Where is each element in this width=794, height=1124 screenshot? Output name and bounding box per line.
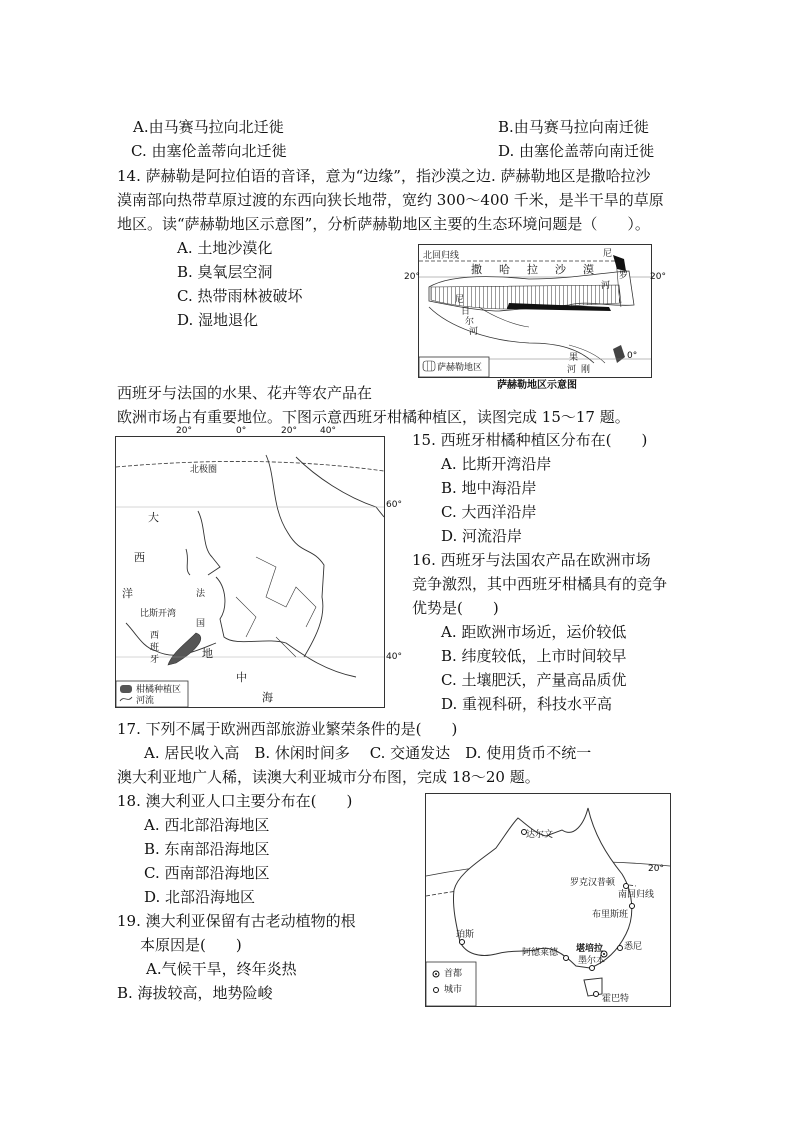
europe-map [115, 436, 385, 708]
q18-stem: 18. 澳大利亚人口主要分布在( ) [117, 792, 353, 810]
desert-char-4: 沙 [555, 263, 566, 276]
sahel-lat20-right: 20° [650, 272, 666, 282]
niger-char-1: 尼 [455, 295, 465, 305]
q18-option-c: C. 西南部沿海地区 [144, 864, 270, 882]
q16-option-c: C. 土壤肥沃，产量高品质优 [441, 671, 627, 689]
melbourne-label: 墨尔本 [578, 956, 606, 966]
hobart-dot [594, 992, 599, 997]
desert-char-3: 拉 [527, 263, 538, 276]
aus-lat20-label: 20° [648, 864, 664, 874]
adelaide-dot [564, 956, 569, 961]
q17-stem: 17. 下列不属于欧洲西部旅游业繁荣条件的是( ) [117, 720, 458, 738]
niger-char-3: 尔 [465, 317, 475, 327]
desert-char-1: 撒 [471, 263, 482, 276]
biscay-label: 比斯开湾 [140, 609, 177, 619]
q16-stem-line2: 竞争激烈，其中西班牙柑橘具有的竞争 [412, 575, 668, 593]
legend-city-symbol [434, 988, 439, 993]
tropic-label: 南回归线 [618, 890, 655, 900]
q14-option-a: A. 土地沙漠化 [177, 239, 273, 257]
citrus-zone [168, 633, 201, 665]
perth-label: 珀斯 [456, 930, 475, 940]
q16-option-a: A. 距欧洲市场近，运价较低 [441, 623, 627, 641]
sahel-legend-swatch [423, 361, 435, 371]
legend-city-label: 城市 [444, 985, 463, 995]
brisbane-dot [630, 904, 635, 909]
brisbane-label: 布里斯班 [592, 910, 629, 920]
med-char-1: 地 [202, 647, 213, 660]
q14-option-c: C. 热带雨林被破坏 [177, 287, 303, 305]
europe-lon-40e: 40° [320, 426, 336, 436]
europe-lon-20e: 20° [281, 426, 297, 436]
sydney-dot [618, 946, 623, 951]
rockhampton-label: 罗克汉普顿 [570, 878, 616, 888]
q15-option-a: A. 比斯开湾沿岸 [441, 455, 552, 473]
q13-option-d: D. 由塞伦盖蒂向南迁徙 [498, 142, 655, 160]
niger-char-4: 河 [469, 327, 479, 337]
citrus-legend-label: 柑橘种植区 [136, 685, 182, 695]
ireland-coast [186, 549, 190, 575]
q13-option-b: B.由马赛马拉向南迁徙 [498, 118, 649, 136]
congo-char-3: 刚 [581, 365, 591, 375]
q15-stem: 15. 西班牙柑橘种植区分布在( ) [412, 431, 648, 449]
australia-map [425, 793, 671, 1007]
q14-stem-line1: 14. 萨赫勒是阿拉伯语的音译，意为“边缘”，指沙漠之边. 萨赫勒地区是撒哈拉沙 [117, 167, 651, 185]
tasmania-outline [584, 978, 602, 996]
desert-char-5: 漠 [583, 263, 594, 276]
sahel-legend-label: 萨赫勒地区 [437, 363, 483, 373]
q18-option-a: A. 西北部沿海地区 [144, 816, 270, 834]
hobart-label: 霍巴特 [602, 994, 630, 1004]
lat0-label: 0° [627, 351, 638, 361]
q13-option-a: A.由马赛马拉向北迁徙 [133, 118, 284, 136]
legend-capital-label: 首都 [444, 969, 463, 979]
spain-char-1: 西 [150, 631, 160, 641]
sahel-map-caption: 萨赫勒地区示意图 [497, 380, 577, 391]
melbourne-dot [590, 966, 595, 971]
europe-lon-20w: 20° [176, 426, 192, 436]
q14-stem-line3: 地区。读“萨赫勒地区示意图”，分析萨赫勒地区主要的生态环境问题是（ ）。 [117, 215, 650, 233]
spain-char-2: 班 [150, 643, 160, 653]
ocean-char-1: 大 [148, 511, 159, 524]
q17-options: A. 居民收入高 B. 休闲时间多 C. 交通发达 D. 使用货币不统一 [144, 744, 592, 762]
perth-dot [460, 940, 465, 945]
q19-stem-line2: 本原因是( ) [140, 936, 242, 954]
congo-char-2: 河 [567, 365, 577, 375]
legend-capital-center [435, 973, 437, 975]
canberra-center [603, 953, 605, 955]
ocean-char-3: 洋 [122, 587, 133, 600]
q16-option-b: B. 纬度较低，上市时间较早 [441, 647, 627, 665]
q16-option-d: D. 重视科研，科技水平高 [441, 695, 613, 713]
river-legend-label: 河流 [136, 696, 155, 706]
q15-option-c: C. 大西洋沿岸 [441, 503, 537, 521]
europe-lat-40: 40° [386, 652, 402, 662]
sahel-map [418, 244, 652, 378]
france-char-2: 国 [196, 619, 206, 629]
europe-map-drawing [116, 437, 384, 707]
rockhampton-dot [624, 884, 629, 889]
spain-char-3: 牙 [150, 655, 160, 665]
intro-15-line2: 欧洲市场占有重要地位。下图示意西班牙柑橘种植区，读图完成 15～17 题。 [117, 408, 630, 426]
tropic-label: 北回归线 [423, 251, 460, 261]
nile-char-3: 河 [601, 281, 611, 291]
q13-option-c: C. 由塞伦盖蒂向北迁徙 [131, 142, 287, 160]
darwin-label: 达尔文 [526, 830, 554, 840]
europe-lon-0: 0° [236, 426, 247, 436]
sahel-lat20-left: 20° [404, 272, 420, 282]
ocean-char-2: 西 [134, 551, 145, 564]
q15-option-d: D. 河流沿岸 [441, 527, 523, 545]
nile-delta [613, 255, 626, 271]
q14-option-d: D. 湿地退化 [177, 311, 259, 329]
scandinavia-coast [266, 455, 324, 657]
britain-coast [198, 511, 220, 575]
q19-option-a: A.气候干旱，终年炎热 [146, 960, 297, 978]
australia-map-drawing [426, 794, 670, 1006]
sydney-label: 悉尼 [624, 942, 643, 952]
q14-option-b: B. 臭氧层空洞 [177, 263, 273, 281]
france-char-1: 法 [196, 589, 206, 599]
q19-option-b: B. 海拔较高，地势险峻 [117, 984, 273, 1002]
q14-stem-line2: 漠南部向热带草原过渡的东西向狭长地带，宽约 300～400 千米，是半干旱的草原 [117, 191, 664, 209]
intro-18: 澳大利亚地广人稀，读澳大利亚城市分布图，完成 18～20 题。 [117, 768, 540, 786]
adelaide-label: 阿德莱德 [522, 948, 559, 958]
q16-stem-line1: 16. 西班牙与法国农产品在欧洲市场 [412, 551, 651, 569]
q19-stem-line1: 19. 澳大利亚保留有古老动植物的根 [117, 912, 356, 930]
med-char-2: 中 [236, 671, 247, 684]
canberra-label: 堪培拉 [576, 944, 604, 954]
arctic-circle-line [116, 461, 384, 471]
congo-char-1: 果 [569, 353, 579, 363]
nile-char-1: 尼 [603, 249, 613, 259]
niger-char-2: 日 [461, 307, 471, 317]
lake-shape [613, 345, 625, 363]
q15-option-b: B. 地中海沿岸 [441, 479, 537, 497]
q16-stem-line3: 优势是( ) [412, 599, 499, 617]
q18-option-b: B. 东南部沿海地区 [144, 840, 270, 858]
citrus-legend-swatch [120, 685, 132, 693]
med-char-3: 海 [262, 691, 273, 704]
q18-option-d: D. 北部沿海地区 [144, 888, 256, 906]
arctic-circle-label: 北极圈 [190, 465, 218, 475]
continent-coast [216, 577, 356, 677]
intro-15-line1: 西班牙与法国的水果、花卉等农产品在 [117, 384, 373, 402]
europe-lat-60: 60° [386, 500, 402, 510]
desert-char-2: 哈 [499, 263, 510, 276]
nile-char-2: 罗 [619, 271, 629, 281]
